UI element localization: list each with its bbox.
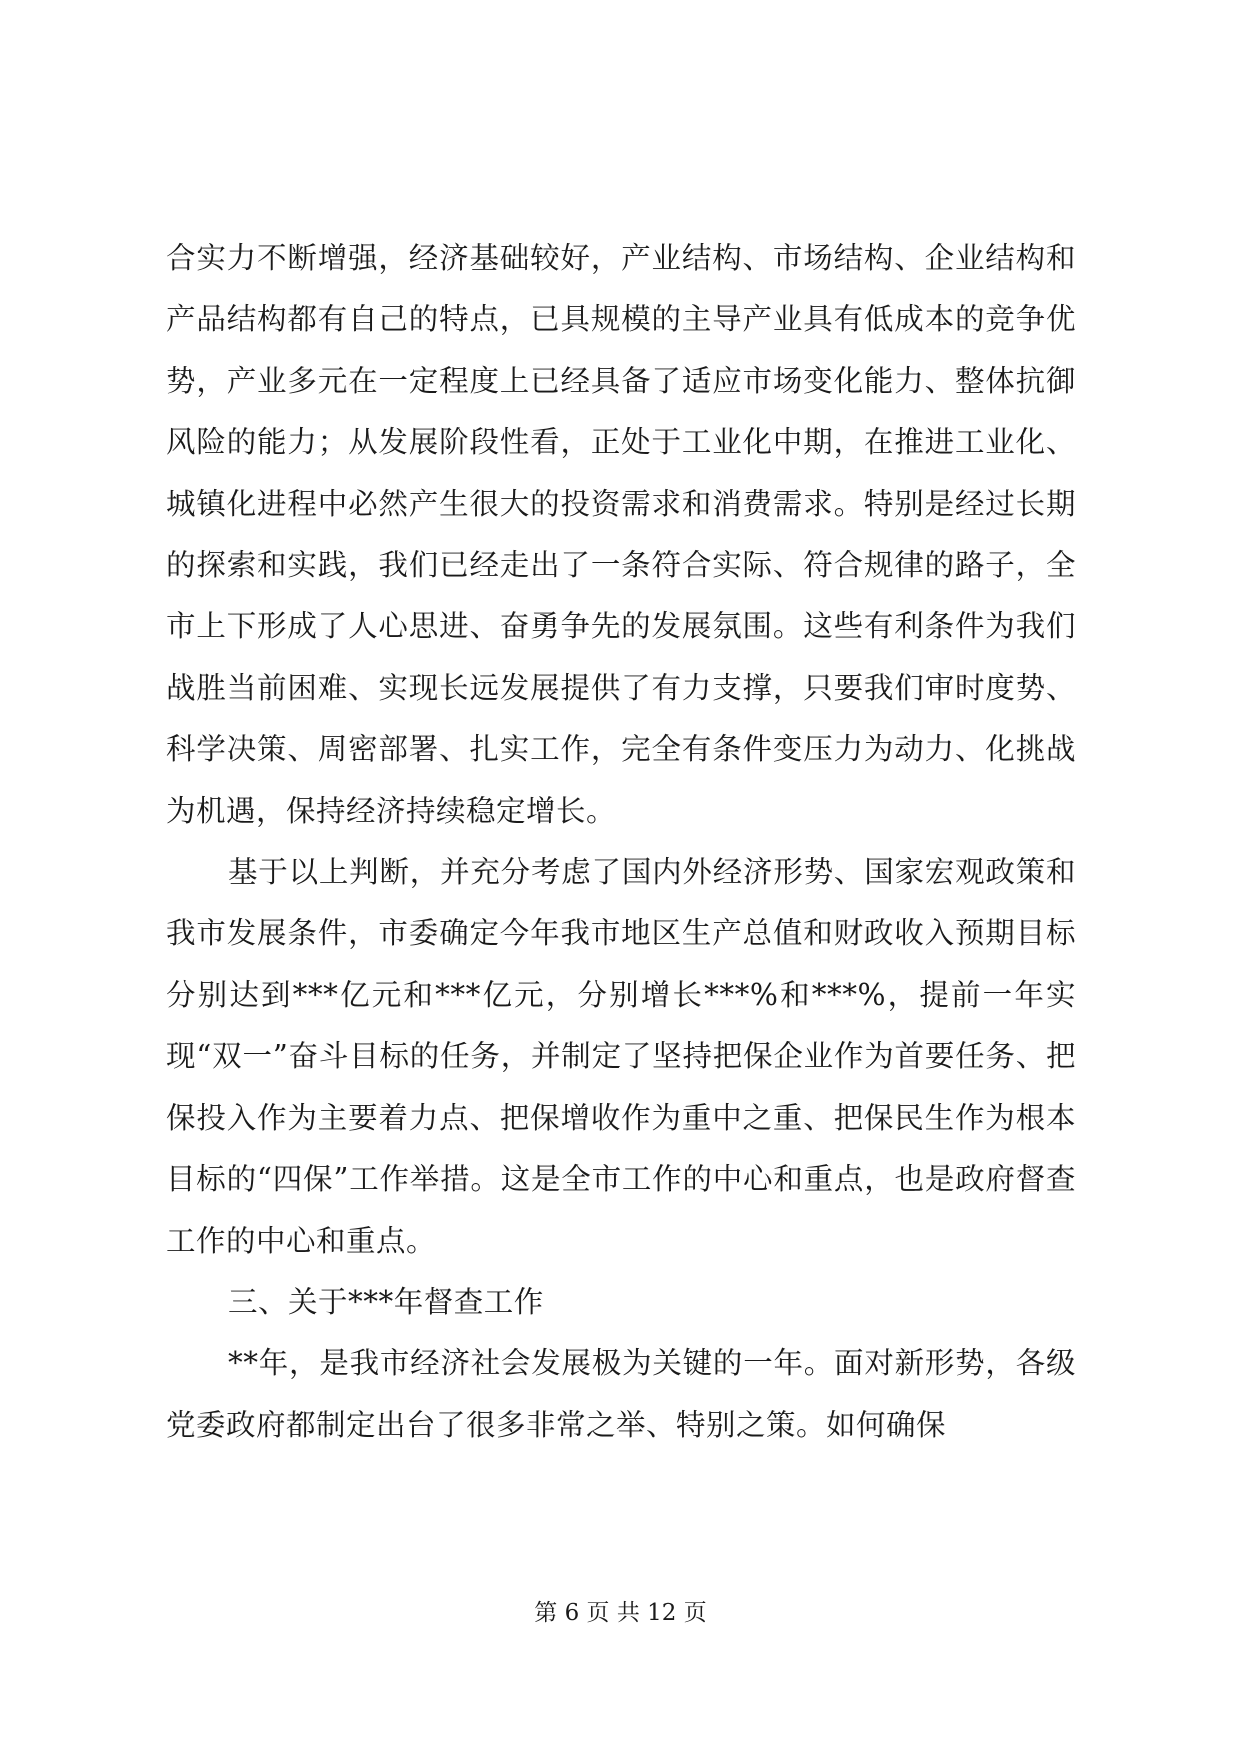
- paragraph-section-intro: **年，是我市经济社会发展极为关键的一年。面对新形势，各级党委政府都制定出台了很多非常之举、特别之策。如何确保: [166, 1346, 1076, 1442]
- paragraph-continued: 合实力不断增强，经济基础较好，产业结构、市场结构、企业结构和产品结构都有自己的特点，已具规模的主导产业具有低成本的竞争优势，产业多元在一定程度上已经具备了适应市场变化能力、整体抗御风险的能力；从发展阶段性看，正处于工业化中期，在推进工业化、城镇化进程中必然产生很大的投资需求和消费需求。特别是经过长期的探索和实践，我们已经走出了一条符合实际、符合规律的路子，全市上下形成了人心思进、奋勇争先的发展氛围。这些有利条件为我们战胜当前困难、实现长远发展提供了有力支撑，只要我们审时度势、科学决策、周密部署、扎实工作，完全有条件变压力为动力、化挑战为机遇，保持经济持续稳定增长。: [166, 241, 1076, 828]
- section-heading: 三、关于***年督查工作: [228, 1284, 544, 1319]
- paragraph-targets: 基于以上判断，并充分考虑了国内外经济形势、国家宏观政策和我市发展条件，市委确定今年我市地区生产总值和财政收入预期目标分别达到***亿元和***亿元，分别增长***%和***%，提前一年实现“双一”奋斗目标的任务，并制定了坚持把保企业作为首要任务、把保投入作为主要着力点、把保增收作为重中之重、把保民生作为根本目标的“四保”工作举措。这是全市工作的中心和重点，也是政府督查工作的中心和重点。: [166, 855, 1076, 1258]
- page-footer: 第 6 页 共 12 页: [534, 1600, 707, 1626]
- document-body: [166, 228, 1076, 1456]
